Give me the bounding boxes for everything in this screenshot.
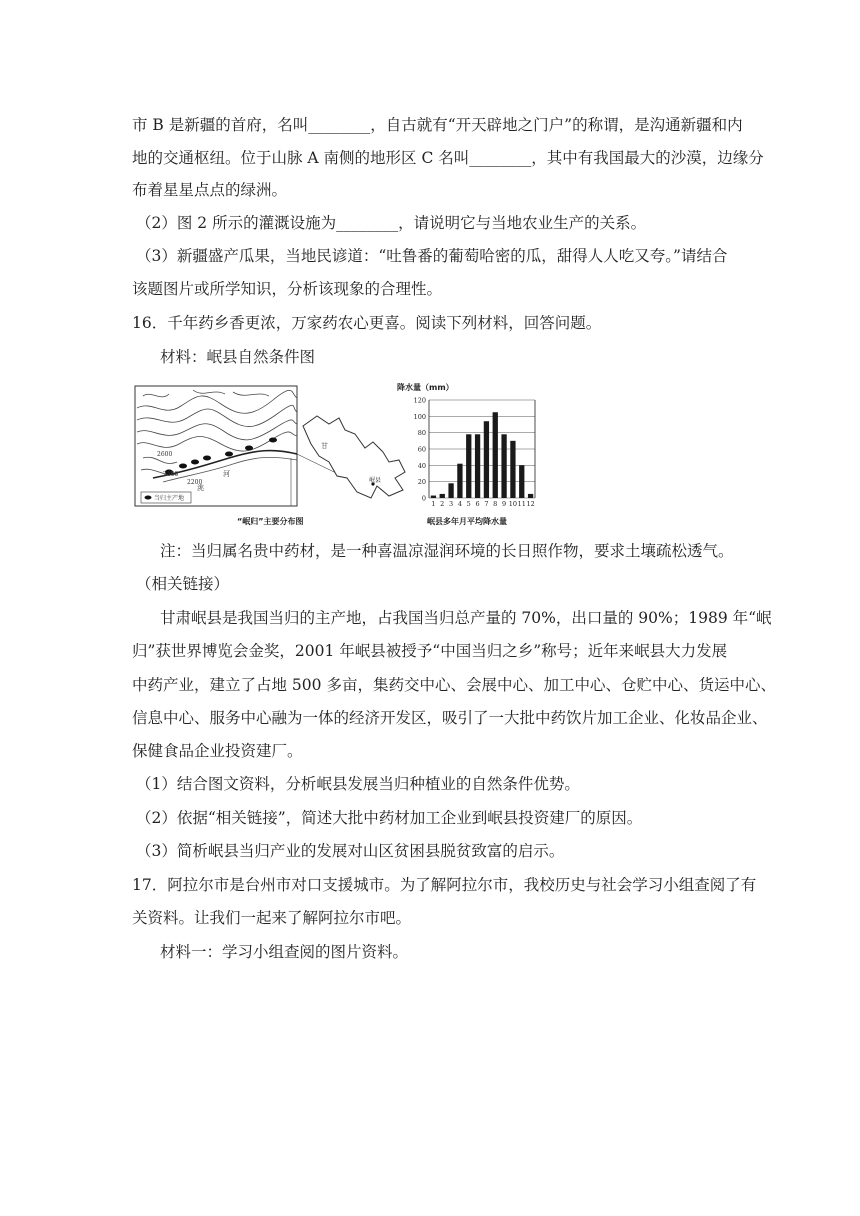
bar-month-6 xyxy=(475,434,480,498)
x-tick-label: 2 xyxy=(440,500,445,508)
text-line: 信息中心、服务中心融为一体的经济开发区，吸引了一大批中药饮片加工企业、化妆品企业、 xyxy=(132,709,768,727)
bar-month-7 xyxy=(484,421,489,498)
county-label: 岷县 xyxy=(369,477,382,484)
text-line: 保健食品企业投资建厂。 xyxy=(132,742,303,760)
text-line: 中药产业，建立了占地 500 多亩，集药交中心、会展中心、加工中心、仓贮中心、货运中心、 xyxy=(132,676,776,694)
bar-month-1 xyxy=(431,496,436,498)
question-16-heading: 16．千年药乡香更浓，万家药农心更喜。阅读下列材料，回答问题。 xyxy=(132,314,602,332)
y-tick-label: 40 xyxy=(417,461,426,470)
river-label: 河 xyxy=(223,470,230,478)
river-label: 洮 xyxy=(197,484,204,492)
bar-month-12 xyxy=(528,494,533,498)
map-caption: “岷归”主要分布图 xyxy=(237,517,304,526)
question-15-2: （2）图 2 所示的灌溉设施为________，请说明它与当地农业生产的关系。 xyxy=(136,214,647,232)
question-16-2: （2）依据“相关链接”，简述大批中药材加工企业到岷县投资建厂的原因。 xyxy=(136,809,643,827)
material-label: 材料：岷县自然条件图 xyxy=(160,348,316,366)
bar-month-9 xyxy=(501,434,506,498)
bar-month-3 xyxy=(448,483,453,498)
gansu-outline xyxy=(303,416,405,498)
x-tick-label: 12 xyxy=(526,500,535,508)
precipitation-chart xyxy=(397,382,535,526)
x-tick-label: 4 xyxy=(457,500,462,508)
text-line: 归”获世界博览会金奖，2001 年岷县被授予“中国当归之乡”称号；近年来岷县大力发展 xyxy=(132,642,728,660)
figure-minxian-conditions xyxy=(133,378,553,530)
bar-month-2 xyxy=(440,494,445,498)
x-tick-label: 10 xyxy=(508,500,518,508)
bar-month-10 xyxy=(510,441,515,498)
x-tick-label: 5 xyxy=(466,500,471,508)
contour-label: 2400 xyxy=(163,471,179,478)
bar-month-4 xyxy=(457,464,462,498)
bar-month-8 xyxy=(493,412,498,498)
bar-month-11 xyxy=(519,465,524,498)
contour-label: 2200 xyxy=(187,479,203,486)
note-line: 注：当归属名贵中药材，是一种喜温凉湿润环境的长日照作物，要求土壤疏松透气。 xyxy=(160,542,734,560)
question-15-3: （3）新疆盛产瓜果，当地民谚道：“吐鲁番的葡萄哈密的瓜，甜得人人吃又夸。”请结合 xyxy=(136,247,728,265)
question-16-3: （3）简析岷县当归产业的发展对山区贫困县脱贫致富的启示。 xyxy=(136,842,565,860)
x-tick-label: 8 xyxy=(493,500,498,508)
question-16-1: （1）结合图文资料，分析岷县发展当归种植业的自然条件优势。 xyxy=(136,775,580,793)
province-label: 甘 xyxy=(321,442,328,450)
text-line: 布着星星点点的绿洲。 xyxy=(132,181,288,199)
text-line: 该题图片或所学知识，分析该现象的合理性。 xyxy=(132,280,443,298)
text-line: 市 B 是新疆的首府，名叫________，自古就有“开天辟地之门户”的称谓，是沟通新疆和内 xyxy=(132,116,743,134)
text-line: 甘肃岷县是我国当归的主产地，占我国当归总产量的 70%，出口量的 90%；1989 年“岷 xyxy=(160,609,772,627)
x-tick-label: 6 xyxy=(475,500,480,508)
text-line: 地的交通枢纽。位于山脉 A 南侧的地形区 C 名叫________，其中有我国最大的沙漠，边缘分 xyxy=(132,149,764,167)
x-tick-label: 11 xyxy=(517,500,526,508)
y-tick-label: 60 xyxy=(417,445,426,454)
question-17-heading: 17．阿拉尔市是台州市对口支援城市。为了解阿拉尔市，我校历史与社会学习小组查阅了有 xyxy=(132,876,757,894)
x-tick-label: 9 xyxy=(502,500,507,508)
x-tick-label: 1 xyxy=(431,500,436,508)
y-tick-label: 0 xyxy=(421,494,426,503)
x-tick-label: 7 xyxy=(484,500,489,508)
bar-month-5 xyxy=(466,434,471,498)
contour-label: 2600 xyxy=(157,451,173,458)
y-tick-label: 80 xyxy=(417,429,426,438)
x-tick-label: 3 xyxy=(449,500,454,508)
chart-title: 岷县多年月平均降水量 xyxy=(427,517,507,526)
material-one-label: 材料一：学习小组查阅的图片资料。 xyxy=(160,943,409,961)
y-tick-label: 100 xyxy=(413,412,426,421)
y-tick-label: 120 xyxy=(413,396,426,405)
chart-ylabel: 降水量（mm） xyxy=(397,383,454,392)
figure-svg xyxy=(133,378,553,530)
text-line: 关资料。让我们一起来了解阿拉尔市吧。 xyxy=(132,909,412,927)
related-link-heading: （相关链接） xyxy=(136,575,230,593)
y-tick-label: 20 xyxy=(417,478,426,487)
map-legend: 当归主产地 xyxy=(154,495,185,502)
